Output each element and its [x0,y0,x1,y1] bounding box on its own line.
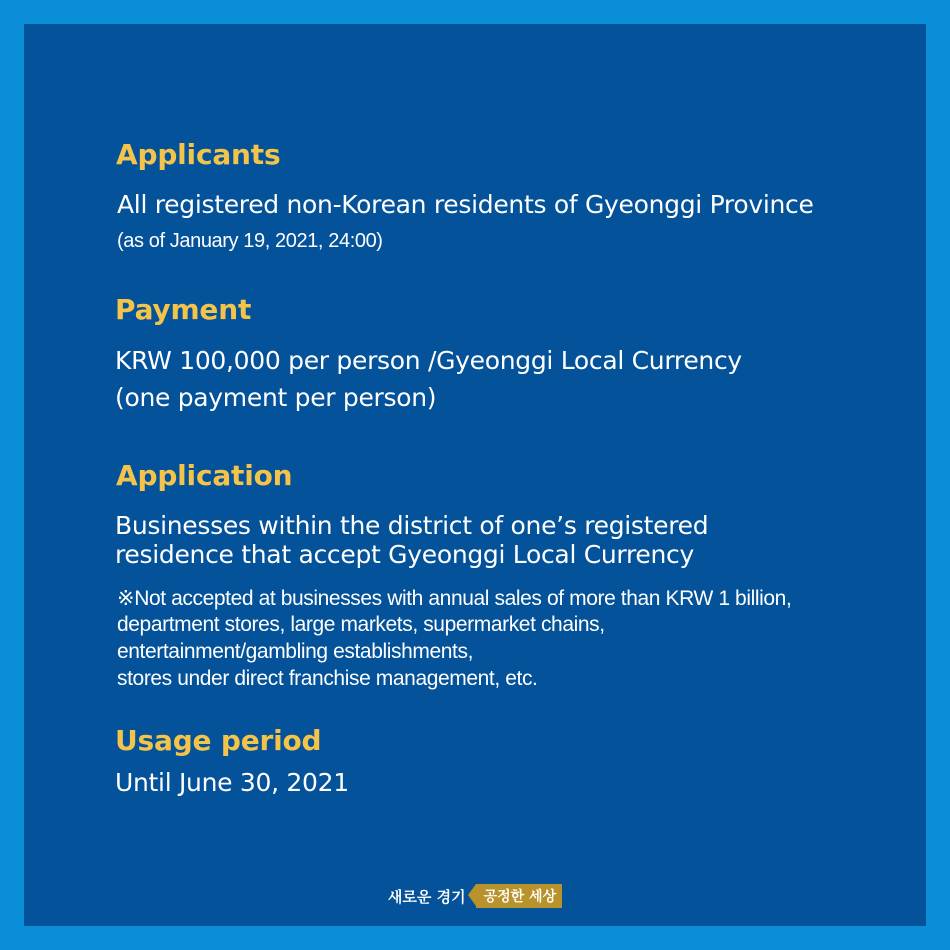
usage-period-heading: Usage period [115,724,322,757]
applicants-heading: Applicants [116,138,281,171]
info-panel [24,24,926,926]
applicants-date-note: (as of January 19, 2021, 24:00) [117,230,383,252]
application-exclusion-note-4: stores under direct franchise management, etc. [117,667,538,690]
application-exclusion-note-3: entertainment/gambling establishments, [117,640,474,663]
application-heading: Application [116,459,293,492]
payment-note: (one payment per person) [115,383,437,412]
content-area [24,24,926,926]
application-text-line2: residence that accept Gyeonggi Local Currency [115,540,694,569]
payment-amount: KRW 100,000 per person /Gyeonggi Local Currency [115,346,742,375]
footer-badge: 공정한 세상 [476,884,563,908]
application-text-line1: Businesses within the district of one’s registered [115,511,709,540]
application-exclusion-note-1: ※Not accepted at businesses with annual sales of more than KRW 1 billion, [117,587,792,610]
footer-logo [24,884,926,908]
payment-heading: Payment [115,293,252,326]
usage-period-text: Until June 30, 2021 [115,768,349,797]
application-exclusion-note-2: department stores, large markets, supermarket chains, [117,613,605,636]
applicants-text: All registered non-Korean residents of Gyeonggi Province [117,190,814,219]
footer-slogan: 새로운 경기 [387,887,466,906]
